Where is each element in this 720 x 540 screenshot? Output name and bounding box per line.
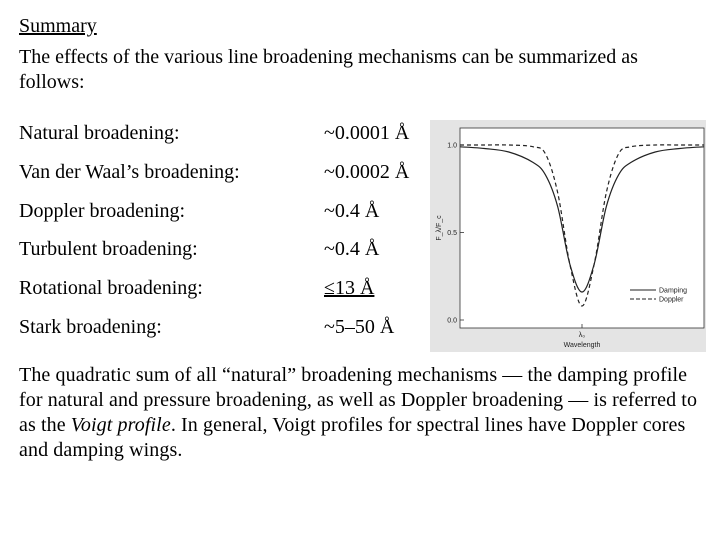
y-tick-label: 0.0 bbox=[447, 317, 457, 325]
line-profile-figure bbox=[430, 120, 706, 352]
mechanism-value: ~0.4 Å bbox=[324, 238, 380, 260]
mechanism-name: Natural broadening: bbox=[19, 122, 180, 144]
line-profile-chart bbox=[430, 120, 706, 352]
x-center-label: λ₀ bbox=[578, 332, 586, 339]
closing-text-2: . In general, Voigt profiles for spectral lines have Doppler cores and damping wings. bbox=[19, 414, 686, 461]
y-tick-label: 0.5 bbox=[447, 230, 457, 237]
mechanism-name: Stark broadening: bbox=[19, 316, 162, 338]
y-axis-label: F_λ/F_c bbox=[436, 215, 443, 241]
intro-paragraph: The effects of the various line broadening mechanisms can be summarized as follows: bbox=[19, 46, 638, 93]
closing-paragraph bbox=[19, 363, 709, 463]
legend-label: Damping bbox=[659, 287, 688, 295]
mechanism-name: Turbulent broadening: bbox=[19, 238, 198, 260]
section-heading: Summary bbox=[19, 15, 97, 37]
closing-text-1: The quadratic sum of all “natural” broadening mechanisms — the damping profile for natural and pressure broadening, as well as Doppler broadening — is referred to as the bbox=[19, 364, 698, 436]
mechanism-value: ~0.0002 Å bbox=[324, 161, 410, 183]
mechanism-value: ~5–50 Å bbox=[324, 316, 395, 338]
voigt-profile-term: Voigt profile bbox=[70, 414, 171, 436]
legend-label: Doppler bbox=[659, 296, 684, 304]
y-tick-label: 1.0 bbox=[447, 142, 457, 150]
mechanism-value: ≤13 Å bbox=[324, 277, 375, 299]
mechanism-name: Rotational broadening: bbox=[19, 277, 203, 299]
x-axis-label: Wavelength bbox=[563, 342, 601, 349]
mechanism-value: ~0.4 Å bbox=[324, 200, 380, 222]
mechanism-name: Doppler broadening: bbox=[19, 200, 186, 222]
mechanism-value: ~0.0001 Å bbox=[324, 122, 410, 144]
mechanism-name: Van der Waal’s broadening: bbox=[19, 161, 240, 183]
